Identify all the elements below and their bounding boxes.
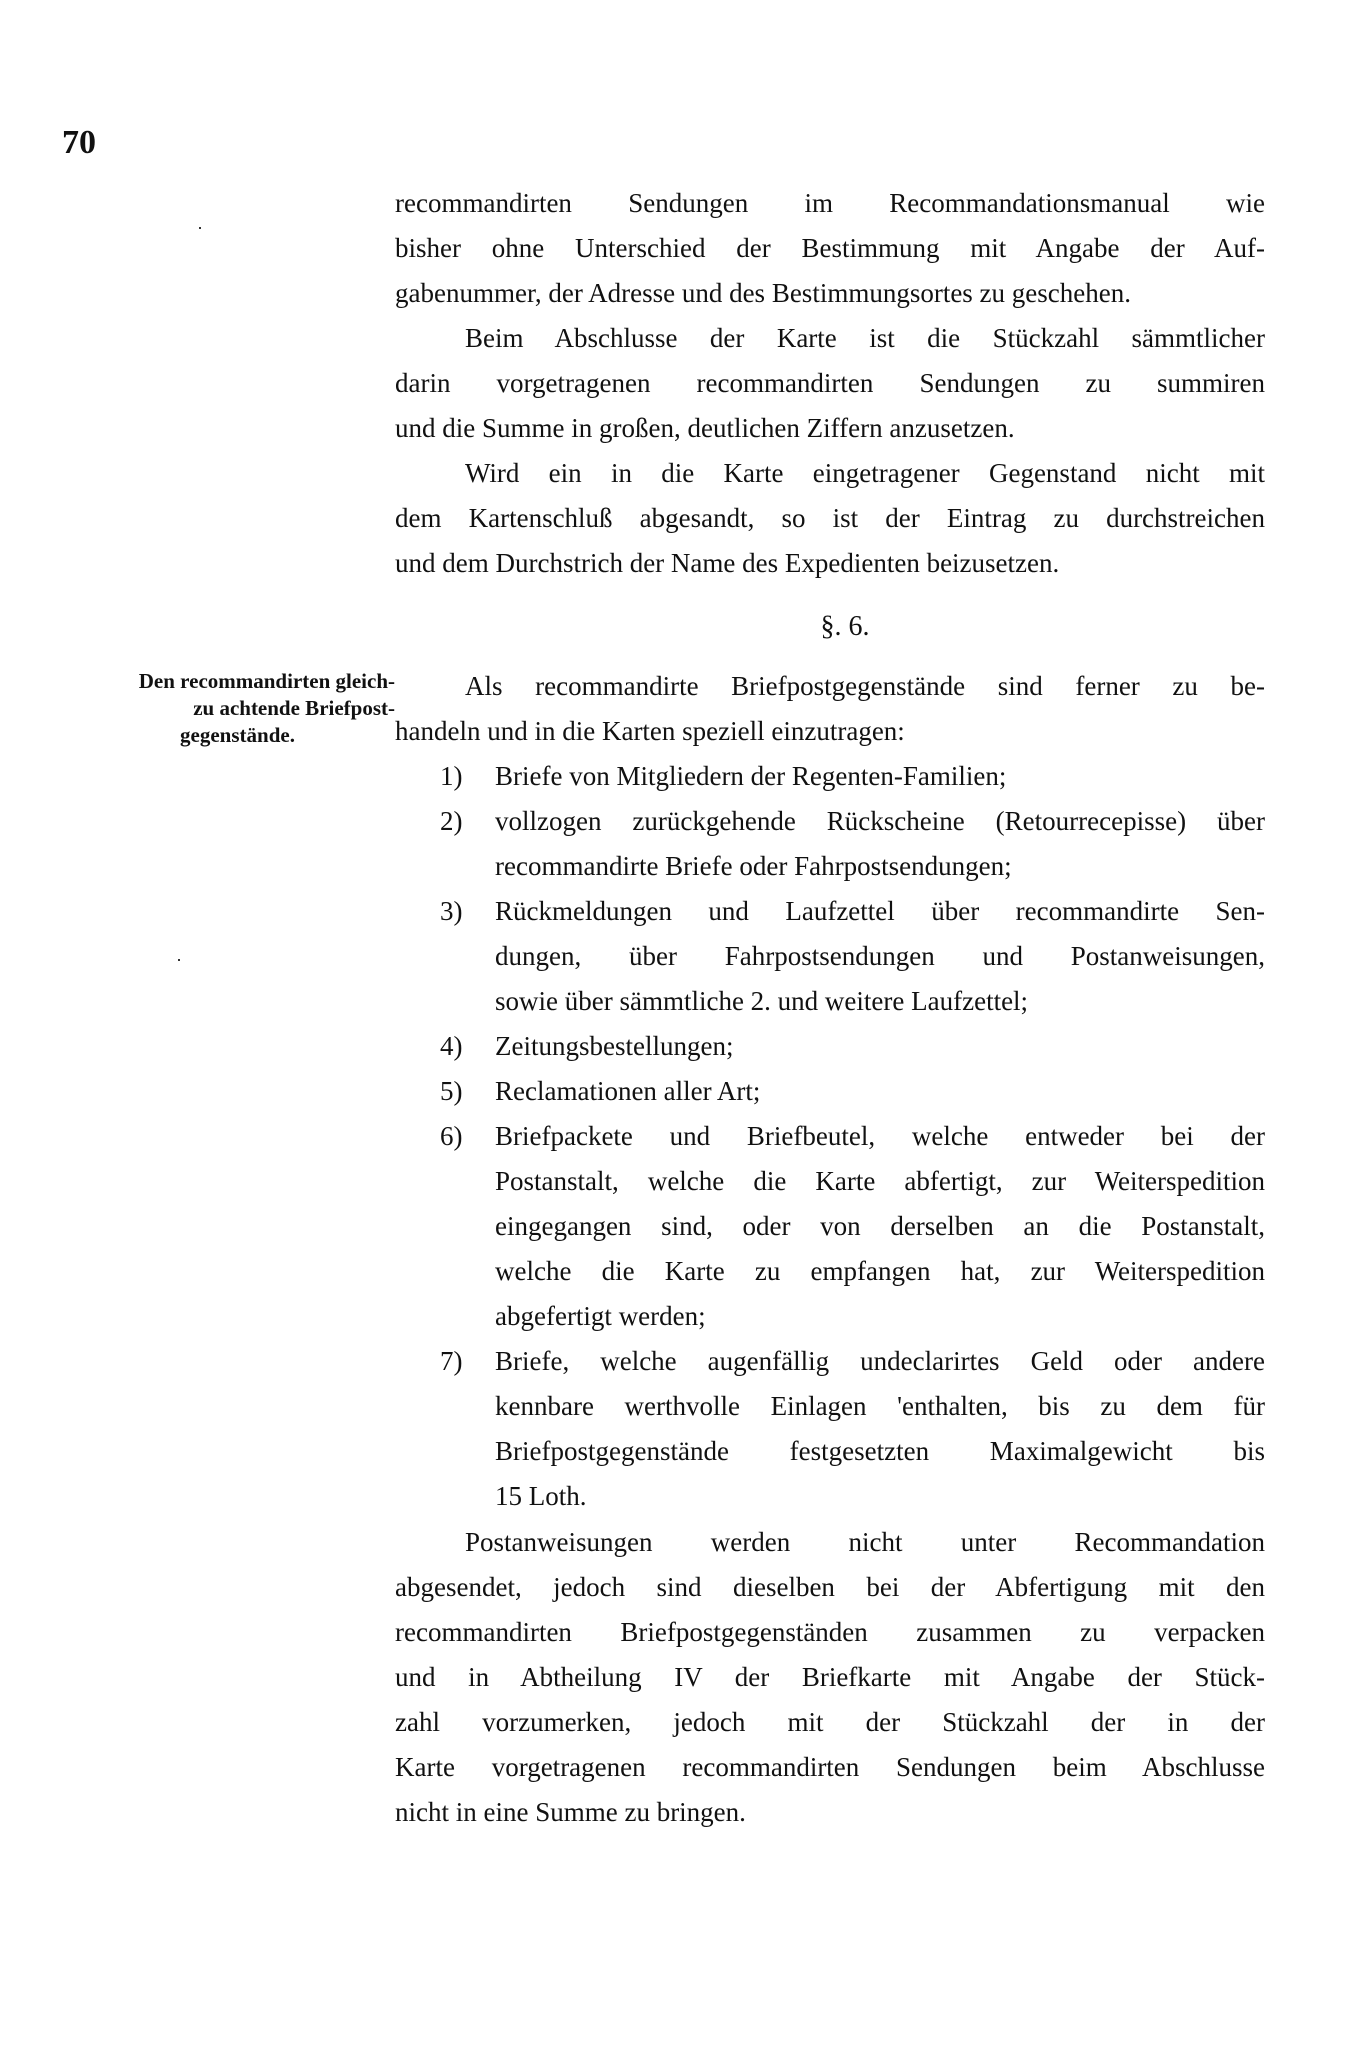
list-item-number: 2) xyxy=(440,806,463,836)
text-line: und dem Durchstrich der Name des Expedienten beizusetzen. xyxy=(395,548,1060,578)
text-line: welche die Karte zu empfangen hat, zur Weiterspedition xyxy=(495,1256,1265,1286)
text-line: zahl vorzumerken, jedoch mit der Stückzahl der in der xyxy=(395,1707,1265,1737)
scan-speck xyxy=(199,227,201,229)
text-line: abgefertigt werden; xyxy=(495,1301,706,1331)
marginal-note xyxy=(60,668,395,749)
list-item-number: 3) xyxy=(440,896,463,926)
paragraph-continuation xyxy=(395,181,1265,316)
list-item xyxy=(395,799,1265,889)
text-line: Briefpostgegenstände festgesetzten Maximalgewicht bis xyxy=(495,1436,1265,1466)
list-item-number: 6) xyxy=(440,1121,463,1151)
paragraph-intro xyxy=(395,664,1265,754)
text-line: dem Kartenschluß abgesandt, so ist der Eintrag zu durchstreichen xyxy=(395,503,1265,533)
list-item xyxy=(395,754,1265,799)
text-line: dungen, über Fahrpostsendungen und Postanweisungen, xyxy=(495,941,1265,971)
marginal-note-line: gegenstände. xyxy=(180,723,295,747)
text-line: und die Summe in großen, deutlichen Ziffern anzusetzen. xyxy=(395,413,1015,443)
enumerated-list xyxy=(395,754,1265,1519)
list-item-number: 5) xyxy=(440,1076,463,1106)
text-line: Beim Abschlusse der Karte ist die Stückzahl sämmtlicher xyxy=(465,323,1265,353)
text-line: nicht in eine Summe zu bringen. xyxy=(395,1797,746,1827)
text-line: eingegangen sind, oder von derselben an die Postanstalt, xyxy=(495,1211,1265,1241)
text-line: und in Abtheilung IV der Briefkarte mit Angabe der Stück- xyxy=(395,1662,1265,1692)
text-line: Karte vorgetragenen recommandirten Sendungen beim Abschlusse xyxy=(395,1752,1265,1782)
text-line: Zeitungsbestellungen; xyxy=(495,1031,734,1061)
text-line: Reclamationen aller Art; xyxy=(495,1076,761,1106)
text-line: bisher ohne Unterschied der Bestimmung mit Angabe der Auf- xyxy=(395,233,1265,263)
text-line: Briefe von Mitgliedern der Regenten-Familien; xyxy=(495,761,1007,791)
list-item-number: 4) xyxy=(440,1031,463,1061)
text-line: recommandirten Briefpostgegenständen zusammen zu verpacken xyxy=(395,1617,1265,1647)
text-line: 15 Loth. xyxy=(495,1481,587,1511)
page-number: 70 xyxy=(62,124,96,161)
text-line: Wird ein in die Karte eingetragener Gegenstand nicht mit xyxy=(465,458,1265,488)
text-line: Rückmeldungen und Laufzettel über recommandirte Sen- xyxy=(495,896,1265,926)
text-line: Postanstalt, welche die Karte abfertigt, zur Weiterspedition xyxy=(495,1166,1265,1196)
marginal-note-line: Den recommandirten gleich- xyxy=(138,669,395,693)
text-line: vollzogen zurückgehende Rückscheine (Retourrecepisse) über xyxy=(495,806,1265,836)
text-line: abgesendet, jedoch sind dieselben bei der Abfertigung mit den xyxy=(395,1572,1265,1602)
paragraph-abschluss xyxy=(395,316,1265,451)
list-item xyxy=(395,1024,1265,1069)
marginal-note-line: zu achtende Briefpost- xyxy=(193,696,395,720)
list-item-number: 7) xyxy=(440,1346,463,1376)
text-line: Briefpackete und Briefbeutel, welche entweder bei der xyxy=(495,1121,1265,1151)
scan-speck xyxy=(178,959,180,961)
text-line: recommandirten Sendungen im Recommandationsmanual wie xyxy=(395,188,1265,218)
section-title: §. 6. xyxy=(820,611,870,642)
paragraph-postanweisungen xyxy=(395,1520,1265,1835)
text-line: gabenummer, der Adresse und des Bestimmungsortes zu geschehen. xyxy=(395,278,1131,308)
list-item xyxy=(395,1114,1265,1339)
text-line: darin vorgetragenen recommandirten Sendungen zu summiren xyxy=(395,368,1265,398)
list-item xyxy=(395,889,1265,1024)
list-item xyxy=(395,1069,1265,1114)
text-line: kennbare werthvolle Einlagen 'enthalten, bis zu dem für xyxy=(495,1391,1265,1421)
text-line: recommandirte Briefe oder Fahrpostsendungen; xyxy=(495,851,1012,881)
text-line: Briefe, welche augenfällig undeclarirtes Geld oder andere xyxy=(495,1346,1265,1376)
text-line: sowie über sämmtliche 2. und weitere Laufzettel; xyxy=(495,986,1029,1016)
list-item xyxy=(395,1339,1265,1519)
text-line: Als recommandirte Briefpostgegenstände sind ferner zu be- xyxy=(465,671,1265,701)
paragraph-eintrag xyxy=(395,451,1265,586)
text-line: Postanweisungen werden nicht unter Recommandation xyxy=(465,1527,1265,1557)
list-item-number: 1) xyxy=(440,761,463,791)
text-line: handeln und in die Karten speziell einzutragen: xyxy=(395,716,905,746)
